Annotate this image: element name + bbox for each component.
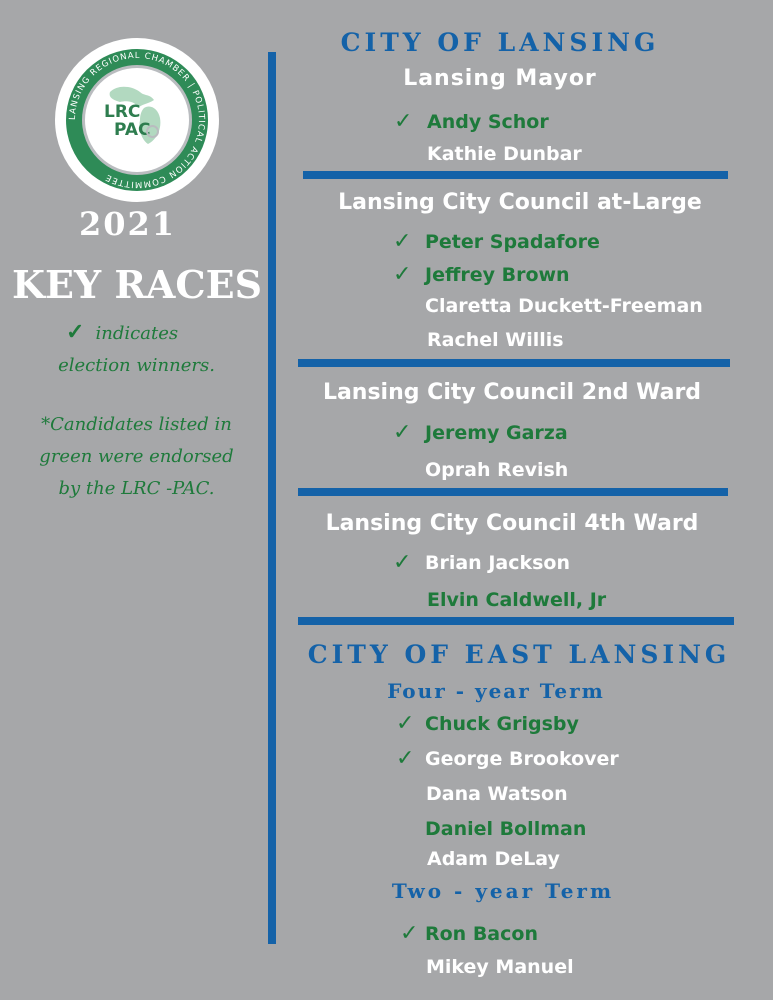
endorse-note-3: by the LRC -PAC.: [58, 478, 215, 499]
candidate-name: Andy Schor: [427, 111, 549, 133]
year-label: 2021: [78, 205, 177, 243]
race-title-mayor: Lansing Mayor: [403, 66, 597, 91]
candidate-name: Mikey Manuel: [426, 956, 574, 978]
term-title-four-year: Four - year Term: [387, 679, 605, 703]
logo-circle-icon: [146, 125, 159, 138]
candidate-name: Claretta Duckett-Freeman: [425, 295, 703, 317]
checkmark-icon: ✓: [66, 319, 85, 345]
race-title-4th-ward: Lansing City Council 4th Ward: [325, 511, 699, 536]
candidate-name: Dana Watson: [426, 783, 568, 805]
section-divider: [298, 488, 728, 496]
candidate-name: Oprah Revish: [425, 459, 569, 481]
logo-text-pac: PAC: [114, 120, 151, 140]
section-divider: [298, 359, 730, 367]
key-races-heading: KEY RACES: [11, 262, 263, 307]
endorse-note-1: *Candidates listed in: [41, 414, 232, 435]
legend-text-1: indicates: [95, 323, 179, 344]
logo-text-lrc: LRC: [104, 102, 141, 122]
winner-check-icon: ✓: [400, 921, 419, 946]
legend-row: [66, 318, 178, 350]
candidate-name: Rachel Willis: [427, 329, 564, 351]
race-title-at-large: Lansing City Council at-Large: [338, 190, 702, 215]
candidate-name: Ron Bacon: [425, 923, 538, 945]
race-title-2nd-ward: Lansing City Council 2nd Ward: [322, 380, 702, 405]
winner-check-icon: ✓: [393, 262, 412, 287]
candidate-name: Peter Spadafore: [425, 231, 600, 253]
city-of-east-lansing-title: CITY OF EAST LANSING: [307, 640, 731, 669]
candidate-name: George Brookover: [425, 748, 619, 770]
candidate-name: Jeffrey Brown: [425, 264, 570, 286]
vertical-divider: [268, 52, 276, 944]
candidate-name: Jeremy Garza: [425, 422, 568, 444]
winner-check-icon: ✓: [396, 711, 415, 736]
candidate-name: Daniel Bollman: [425, 818, 587, 840]
winner-check-icon: ✓: [394, 109, 413, 134]
legend-text-2: election winners.: [58, 355, 215, 376]
winner-check-icon: ✓: [393, 550, 412, 575]
endorse-note-2: green were endorsed: [39, 446, 234, 467]
candidate-name: Chuck Grigsby: [425, 713, 579, 735]
section-divider: [303, 171, 728, 179]
term-title-two-year: Two - year Term: [391, 879, 615, 903]
winner-check-icon: ✓: [393, 420, 412, 445]
winner-check-icon: ✓: [393, 229, 412, 254]
candidate-name: Adam DeLay: [427, 848, 560, 870]
city-of-lansing-title: CITY OF LANSING: [340, 28, 660, 57]
candidate-name: Kathie Dunbar: [427, 143, 582, 165]
svg-text:LANSING REGIONAL CHAMBER | POL: LANSING REGIONAL CHAMBER | POLITICAL ACTION COMMITTEE: [67, 50, 207, 190]
candidate-name: Brian Jackson: [425, 552, 571, 574]
winner-check-icon: ✓: [396, 746, 415, 771]
candidate-name: Elvin Caldwell, Jr: [427, 589, 607, 611]
section-divider: [298, 617, 734, 625]
